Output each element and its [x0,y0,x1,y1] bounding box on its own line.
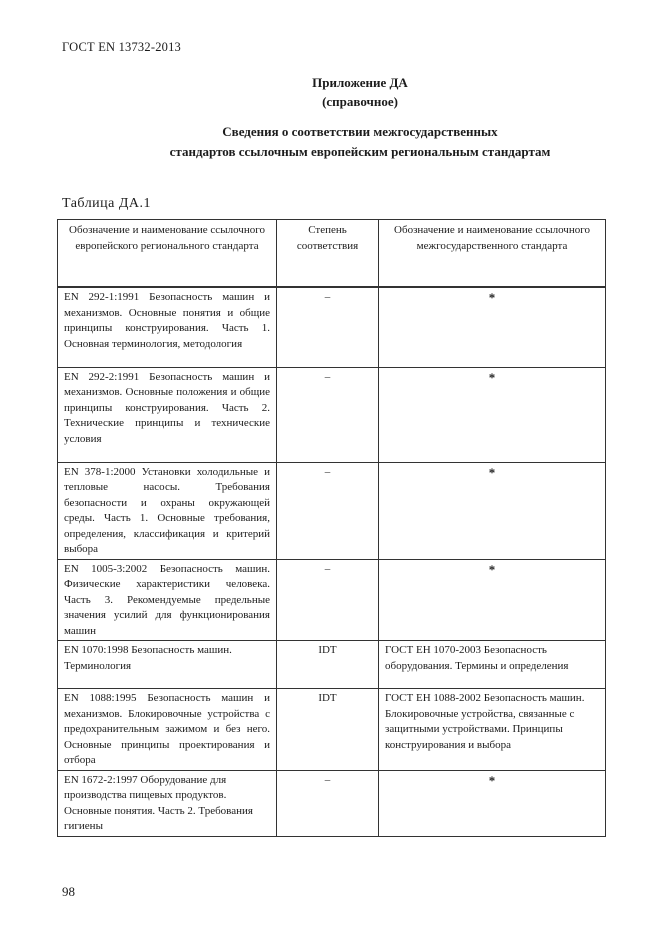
degree-cell: – [277,559,379,641]
annex-title: Приложение ДА [312,75,408,90]
european-standard-cell: EN 1088:1995 Безопасность машин и механизмов. Блокировочные устройства с предохранительным зажимом и без него. Основные принципы проектирования и отбора [58,689,277,771]
degree-cell: IDT [277,689,379,771]
degree-cell: – [277,287,379,367]
european-standard-cell: EN 1672-2:1997 Оборудование для производства пищевых продуктов. Основные понятия. Часть 2. Требования гигиены [58,770,277,836]
header-interstate-standard: Обозначение и наименование ссылочного межгосударственного стандарта [379,220,606,288]
interstate-standard-cell: ГОСТ ЕН 1088-2002 Безопасность машин. Блокировочные устройства, связанные с защитными устройствами. Принципы конструирования и выбора [379,689,606,771]
header-european-standard: Обозначение и наименование ссылочного европейского регионального стандарта [58,220,277,288]
correspondence-table [57,219,606,837]
interstate-standard-cell: * [379,462,606,559]
european-standard-cell: EN 1005-3:2002 Безопасность машин. Физические характеристики человека. Часть 3. Рекомендуемые предельные значения усилий для функционирования машин [58,559,277,641]
table-row [58,641,606,689]
table-row [58,770,606,836]
european-standard-cell: EN 378-1:2000 Установки холодильные и тепловые насосы. Требования безопасности и охраны окружающей среды. Часть 1. Основные требования, определения, классификация и критерий выбора [58,462,277,559]
annex-kind: (справочное) [322,94,398,109]
degree-cell: – [277,462,379,559]
table-row [58,559,606,641]
degree-cell: – [277,367,379,462]
page-number: 98 [62,884,75,899]
interstate-standard-cell: * [379,287,606,367]
table-row [58,462,606,559]
table-caption: Таблица ДА.1 [62,196,152,211]
interstate-standard-cell: * [379,770,606,836]
table-header-row [58,220,606,288]
european-standard-cell: EN 292-1:1991 Безопасность машин и механизмов. Основные понятия и общие принципы конструирования. Часть 1. Основная терминология, методология [58,287,277,367]
european-standard-cell: EN 1070:1998 Безопасность машин. Терминология [58,641,277,689]
table-row [58,287,606,367]
document-code: ГОСТ EN 13732-2013 [62,40,181,54]
degree-cell: – [277,770,379,836]
interstate-standard-cell: ГОСТ ЕН 1070-2003 Безопасность оборудования. Термины и определения [379,641,606,689]
table-row [58,689,606,771]
annex-heading-line-1: Сведения о соответствии межгосударственных [222,124,498,139]
table-row [58,367,606,462]
interstate-standard-cell: * [379,367,606,462]
header-degree-of-correspondence: Степень соответствия [277,220,379,288]
annex-heading-line-2: стандартов ссылочным европейским региональным стандартам [169,144,551,159]
degree-cell: IDT [277,641,379,689]
european-standard-cell: EN 292-2:1991 Безопасность машин и механизмов. Основные положения и общие принципы конструирования. Часть 2. Технические принципы и технические условия [58,367,277,462]
interstate-standard-cell: * [379,559,606,641]
